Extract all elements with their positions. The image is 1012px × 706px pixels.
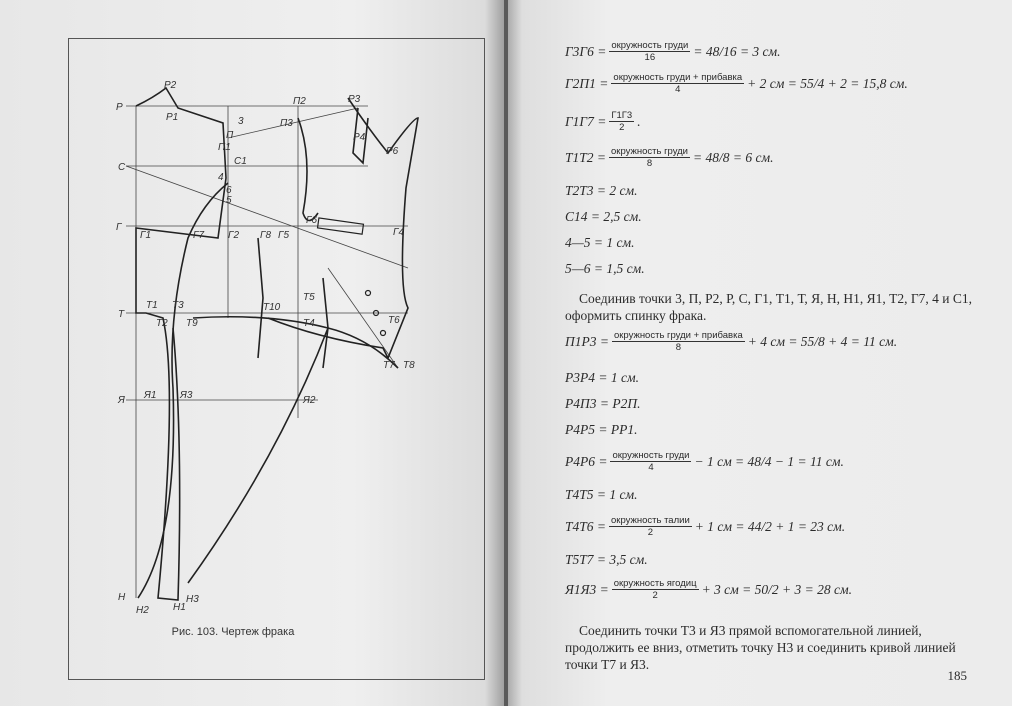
svg-text:Г8: Г8: [260, 230, 272, 241]
svg-text:Т1: Т1: [146, 300, 158, 311]
formula-row: [565, 40, 781, 63]
svg-text:Р4: Р4: [353, 132, 366, 143]
formula-row: [565, 422, 637, 438]
formula-row: [565, 330, 897, 353]
svg-text:Т8: Т8: [403, 360, 415, 371]
formula-row: [565, 578, 852, 601]
svg-text:5: 5: [226, 195, 232, 206]
svg-text:Т9: Т9: [186, 318, 198, 329]
svg-text:Т4: Т4: [303, 318, 315, 329]
formula-numerator: окружность груди: [611, 40, 689, 51]
formula-rhs: − 1 см = 48/4 − 1 = 11 см.: [694, 453, 844, 469]
formula-lhs: Я1Я3 =: [565, 581, 609, 597]
formula-row: [565, 183, 637, 199]
svg-text:Я3: Я3: [180, 390, 193, 401]
formula-text: 5—6 = 1,5 см.: [565, 261, 645, 276]
formula-rhs: = 48/8 = 6 см.: [693, 149, 774, 165]
svg-text:4: 4: [218, 172, 224, 183]
formula-row: [565, 396, 640, 412]
formula-text: С14 = 2,5 см.: [565, 209, 642, 224]
formula-lhs: П1Р3 =: [565, 333, 609, 349]
formula-numerator: Г1Г3: [611, 110, 633, 121]
formula-text: Т2Т3 = 2 см.: [565, 183, 638, 198]
formula-row: [565, 235, 634, 251]
svg-text:С: С: [118, 162, 126, 173]
formula-row: [565, 72, 908, 95]
formula-numerator: окружность талии: [611, 515, 690, 526]
formula-lhs: Т4Т6 =: [565, 518, 607, 534]
formula-text: Т4Т5 = 1 см.: [565, 487, 638, 502]
formula-text: Р4П3 = Р2П.: [565, 396, 641, 411]
book-gutter: [504, 0, 508, 706]
formula-rhs: + 3 см = 50/2 + 3 = 28 см.: [701, 581, 852, 597]
svg-text:Н2: Н2: [136, 605, 149, 616]
svg-text:Н1: Н1: [173, 602, 186, 613]
formula-numerator: окружность груди: [611, 146, 688, 157]
paragraph-front: Соединить точки Т3 и Я3 прямой вспомогательной линией, продолжить ее вниз, отметить точку Н3 и соединить кривой линией точки Т7 и Я3.: [565, 623, 956, 672]
svg-text:Т6: Т6: [388, 315, 400, 326]
formula-row: [565, 552, 648, 568]
svg-text:П3: П3: [280, 118, 293, 129]
svg-text:Р3: Р3: [348, 94, 361, 105]
formula-text: Т5Т7 = 3,5 см.: [565, 552, 648, 567]
formula-rhs: .: [637, 113, 641, 129]
formula-lhs: Г1Г7 =: [565, 113, 607, 129]
pattern-drawing: [68, 38, 483, 638]
formula-denominator: 8: [675, 342, 681, 353]
formula-denominator: 4: [675, 84, 681, 95]
formula-row: [565, 450, 844, 473]
svg-text:Н: Н: [118, 592, 126, 603]
formula-denominator: 2: [619, 122, 625, 133]
formula-numerator: окружность ягодиц: [613, 578, 697, 589]
formula-numerator: окружность груди: [612, 450, 690, 461]
svg-text:П: П: [226, 130, 234, 141]
formula-row: [565, 110, 641, 133]
svg-text:Г1: Г1: [140, 230, 152, 241]
svg-text:С1: С1: [234, 156, 247, 167]
formula-denominator: 4: [648, 462, 654, 473]
formula-lhs: Р4Р6 =: [565, 453, 608, 469]
svg-text:Г7: Г7: [193, 230, 205, 241]
svg-text:Я: Я: [118, 395, 125, 406]
svg-text:П1: П1: [218, 142, 231, 153]
formula-numerator: окружность груди + прибавка: [613, 330, 743, 341]
paragraph-back: Соединив точки 3, П, Р2, Р, С, Г1, Т1, Т, Я, Н, Н1, Я1, Т2, Г7, 4 и С1, оформить спинку фрака.: [565, 291, 973, 323]
svg-text:Р: Р: [116, 102, 123, 113]
formula-denominator: 2: [652, 590, 658, 601]
formula-row: [565, 261, 645, 277]
formula-rhs: = 48/16 = 3 см.: [693, 43, 781, 59]
svg-text:Т: Т: [118, 309, 125, 320]
formula-denominator: 16: [644, 52, 656, 63]
svg-text:Я2: Я2: [303, 395, 316, 406]
svg-text:Т7: Т7: [383, 360, 395, 371]
svg-text:Т2: Т2: [156, 318, 168, 329]
svg-text:3: 3: [238, 116, 244, 127]
svg-text:Г2: Г2: [228, 230, 240, 241]
formula-row: [565, 146, 773, 169]
svg-text:Н3: Н3: [186, 594, 199, 605]
figure-caption: Рис. 103. Чертеж фрака: [171, 626, 295, 638]
svg-text:Т10: Т10: [263, 302, 281, 313]
svg-text:6: 6: [226, 185, 232, 196]
formula-numerator: окружность груди + прибавка: [613, 72, 743, 83]
svg-text:Г6: Г6: [306, 215, 318, 226]
formula-row: [565, 515, 845, 538]
formula-lhs: Г3Г6 =: [565, 43, 607, 59]
page-number: 185: [947, 668, 967, 683]
svg-text:Р2: Р2: [164, 80, 177, 91]
formula-denominator: 8: [646, 158, 653, 169]
svg-text:Р6: Р6: [386, 146, 399, 157]
formula-text: Р4Р5 = РР1.: [565, 422, 638, 437]
svg-text:Р1: Р1: [166, 112, 179, 123]
formula-row: [565, 370, 639, 386]
formula-text: 4—5 = 1 см.: [565, 235, 635, 250]
formula-rhs: + 2 см = 55/4 + 2 = 15,8 см.: [747, 75, 908, 91]
svg-text:Т3: Т3: [172, 300, 184, 311]
formula-denominator: 2: [647, 527, 654, 538]
formula-lhs: Г2П1 =: [565, 75, 609, 91]
formula-lhs: Т1Т2 =: [565, 149, 607, 165]
formula-rhs: + 4 см = 55/8 + 4 = 11 см.: [747, 333, 898, 349]
formula-row: [565, 209, 642, 225]
formula-text: Р3Р4 = 1 см.: [565, 370, 639, 385]
svg-text:Т5: Т5: [303, 292, 315, 303]
svg-text:Я1: Я1: [144, 390, 157, 401]
formula-row: [565, 487, 637, 503]
svg-text:Г4: Г4: [393, 227, 405, 238]
formula-rhs: + 1 см = 44/2 + 1 = 23 см.: [694, 518, 846, 534]
svg-text:Г5: Г5: [278, 230, 290, 241]
svg-text:Г: Г: [116, 222, 122, 233]
svg-text:П2: П2: [293, 96, 306, 107]
